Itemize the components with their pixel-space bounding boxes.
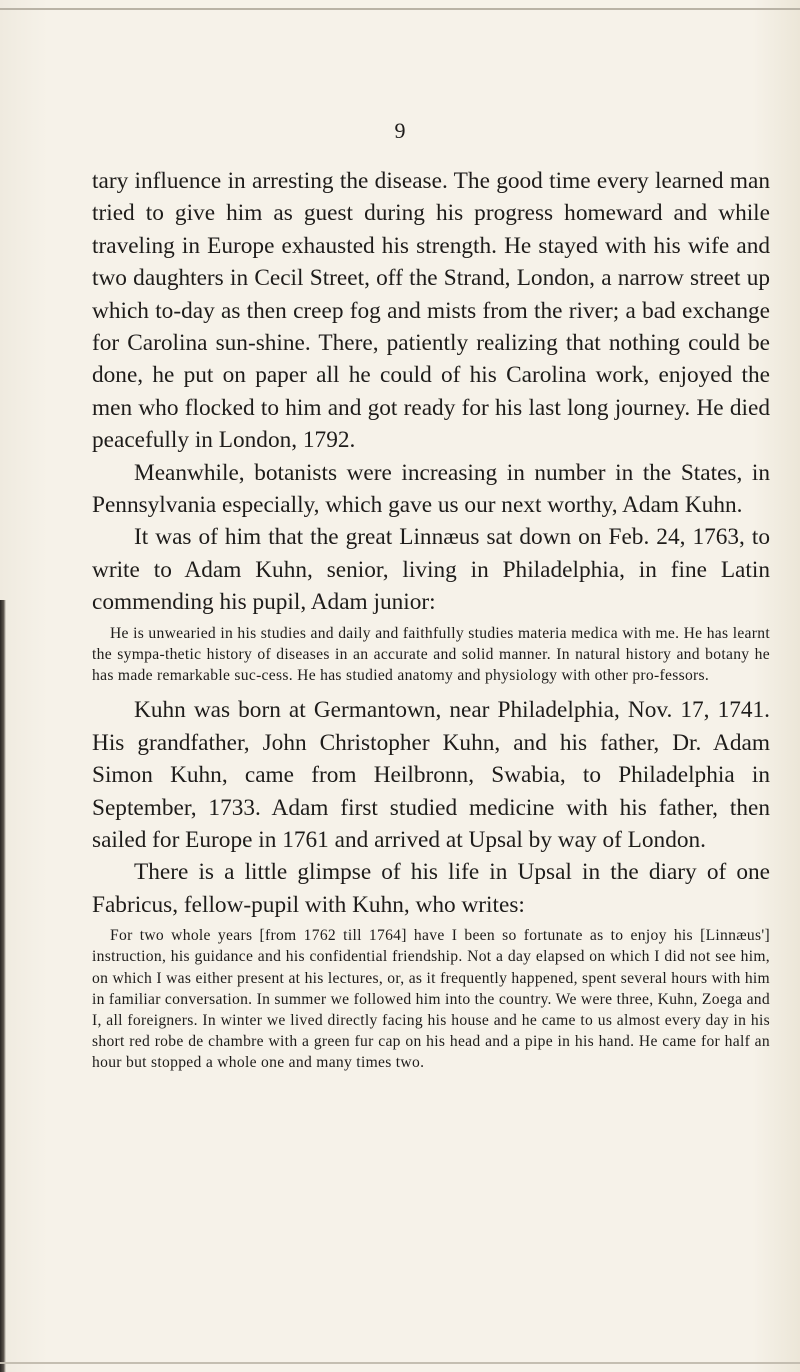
paragraph-kuhn-birth: Kuhn was born at Germantown, near Philadelphia, Nov. 17, 1741. His grandfather, John Christopher Kuhn, and his father, Dr. Adam Simon Kuhn, came from Heilbronn, Swabia, to Philadelphia in September, 1733. Adam first studied medicine with his father, then sailed for Europe in 1761 and arrived at Upsal by way of London. <box>92 697 770 853</box>
paragraph-continuation: tary influence in arresting the disease. The good time every learned man tried to give him as guest during his progress homeward and while traveling in Europe exhausted his strength. He stayed with his wife and two daughters in Cecil Street, off the Strand, London, a narrow street up which to-day as then creep fog and mists from the river; a bad exchange for Carolina sun-shine. There, patiently realizing that nothing could be done, he put on paper all he could of his Carolina work, enjoyed the men who flocked to him and got ready for his last long journey. He died peacefully in London, 1792. <box>92 168 770 454</box>
quote-fabricus: For two whole years [from 1762 till 1764] have I been so fortunate as to enjoy his [Linnæus'] instruction, his guidance and his confidential friendship. Not a day elapsed on which I did not see him, on which I was either present at his lectures, or, as it frequently happened, spent several hours with him in familiar conversation. In summer we followed him into the country. We were three, Kuhn, Zoega and I, all foreigners. In winter we lived directly facing his house and he came to us almost every day in his short red robe de chambre with a green fur cap on his head and a pipe in his hand. He came for half an hour but stopped a whole one and many times two. <box>92 927 770 1072</box>
page-number: 9 <box>394 118 406 143</box>
paragraph-linnaeus-letter: It was of him that the great Linnæus sat down on Feb. 24, 1763, to write to Adam Kuhn, senior, living in Philadelphia, in fine Latin commending his pupil, Adam junior: <box>92 524 770 616</box>
binding-shadow <box>0 600 6 1372</box>
paragraph-botanists: Meanwhile, botanists were increasing in number in the States, in Pennsylvania especially, which gave us our next worthy, Adam Kuhn. <box>92 459 770 519</box>
top-edge-rule <box>0 8 800 10</box>
quote-linnaeus: He is unwearied in his studies and daily and faithfully studies materia medica with me. He has learnt the sympa-thetic history of diseases in an accurate and solid manner. In natural history and botany he has made remarkable suc-cess. He has studied anatomy and physiology with other pro-fessors. <box>92 624 770 685</box>
page-content <box>92 165 770 1082</box>
bottom-edge-rule <box>0 1362 800 1364</box>
paragraph-upsal-diary: There is a little glimpse of his life in Upsal in the diary of one Fabricus, fellow-pupil with Kuhn, who writes: <box>92 859 770 918</box>
